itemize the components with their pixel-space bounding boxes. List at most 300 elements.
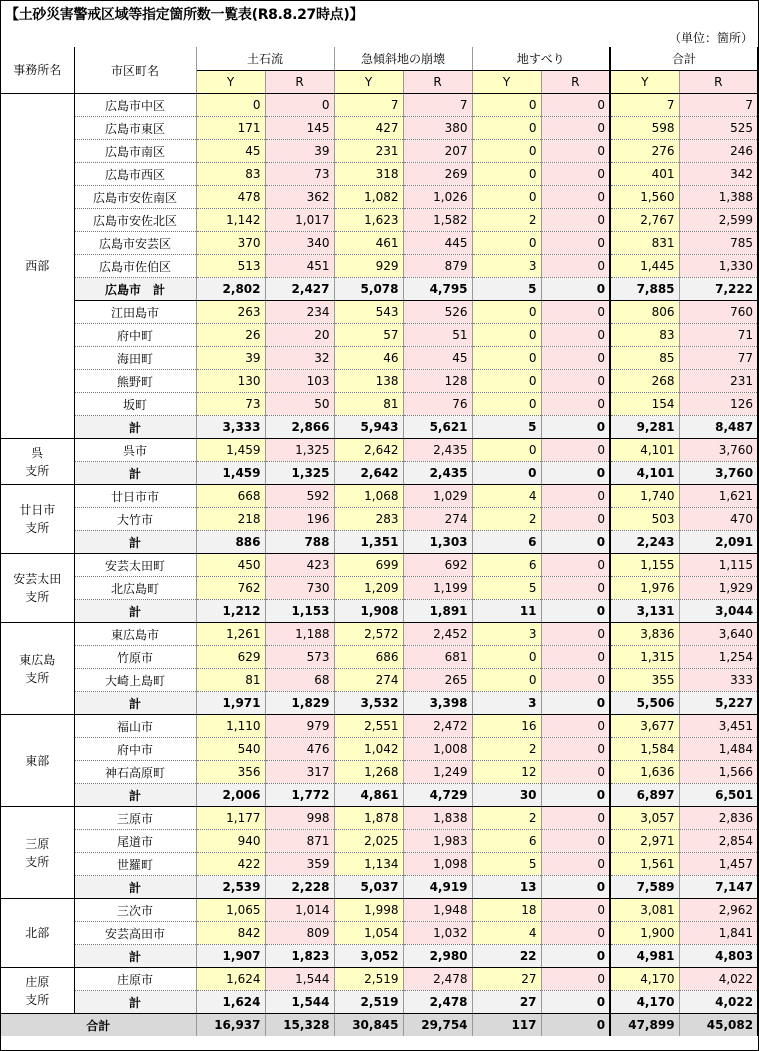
table-row (1, 439, 758, 462)
value-cell: 0 (541, 600, 610, 623)
value-cell: 0 (541, 416, 610, 439)
value-cell: 788 (265, 531, 334, 554)
value-cell: 573 (265, 646, 334, 669)
grand-total-row (1, 1014, 758, 1037)
table-row (1, 485, 758, 508)
table-row (1, 186, 758, 209)
subtotal-label: 計 (74, 784, 196, 807)
value-cell: 45 (196, 140, 265, 163)
city-name: 広島市南区 (74, 140, 196, 163)
value-cell: 2,642 (334, 462, 403, 485)
value-cell: 0 (541, 94, 610, 117)
value-cell: 1,351 (334, 531, 403, 554)
header-office: 事務所名 (1, 47, 74, 94)
value-cell: 4 (472, 922, 541, 945)
value-cell: 0 (541, 577, 610, 600)
value-cell: 380 (403, 117, 472, 140)
value-cell: 2,767 (610, 209, 679, 232)
value-cell: 355 (610, 669, 679, 692)
value-cell: 1,983 (403, 830, 472, 853)
value-cell: 0 (541, 531, 610, 554)
value-cell: 0 (196, 94, 265, 117)
value-cell: 3,044 (679, 600, 758, 623)
value-cell: 1,566 (679, 761, 758, 784)
office-name: 三原 支所 (1, 807, 74, 899)
value-cell: 476 (265, 738, 334, 761)
value-cell: 2,572 (334, 623, 403, 646)
header-y: Y (196, 71, 265, 94)
value-cell: 871 (265, 830, 334, 853)
grand-total-cell: 30,845 (334, 1014, 403, 1037)
value-cell: 540 (196, 738, 265, 761)
value-cell: 16 (472, 715, 541, 738)
subtotal-label: 計 (74, 416, 196, 439)
value-cell: 5,037 (334, 876, 403, 899)
city-name: 広島市中区 (74, 94, 196, 117)
value-cell: 0 (541, 945, 610, 968)
table-row (1, 324, 758, 347)
header-y: Y (610, 71, 679, 94)
grand-total-cell: 29,754 (403, 1014, 472, 1037)
value-cell: 3 (472, 623, 541, 646)
header-landslide: 地すべり (472, 47, 610, 71)
value-cell: 1,878 (334, 807, 403, 830)
city-name: 広島市安佐北区 (74, 209, 196, 232)
value-cell: 1,199 (403, 577, 472, 600)
subtotal-row (1, 531, 758, 554)
value-cell: 1,621 (679, 485, 758, 508)
office-name: 呉 支所 (1, 439, 74, 485)
value-cell: 422 (196, 853, 265, 876)
value-cell: 1,998 (334, 899, 403, 922)
value-cell: 3,532 (334, 692, 403, 715)
value-cell: 503 (610, 508, 679, 531)
value-cell: 4,022 (679, 968, 758, 991)
value-cell: 592 (265, 485, 334, 508)
value-cell: 2,962 (679, 899, 758, 922)
value-cell: 2,228 (265, 876, 334, 899)
subtotal-label: 計 (74, 945, 196, 968)
value-cell: 0 (541, 508, 610, 531)
city-name: 熊野町 (74, 370, 196, 393)
value-cell: 6 (472, 531, 541, 554)
value-cell: 3,398 (403, 692, 472, 715)
city-name: 福山市 (74, 715, 196, 738)
value-cell: 0 (541, 232, 610, 255)
value-cell: 3,333 (196, 416, 265, 439)
subtotal-label: 計 (74, 531, 196, 554)
city-name: 広島市東区 (74, 117, 196, 140)
table-row (1, 94, 758, 117)
value-cell: 0 (541, 324, 610, 347)
value-cell: 263 (196, 301, 265, 324)
value-cell: 0 (541, 669, 610, 692)
value-cell: 1,029 (403, 485, 472, 508)
city-name: 府中町 (74, 324, 196, 347)
value-cell: 1,624 (196, 968, 265, 991)
value-cell: 231 (334, 140, 403, 163)
table-row (1, 623, 758, 646)
value-cell: 4,795 (403, 278, 472, 301)
value-cell: 1,155 (610, 554, 679, 577)
value-cell: 1,115 (679, 554, 758, 577)
value-cell: 1,445 (610, 255, 679, 278)
office-name: 東部 (1, 715, 74, 807)
value-cell: 886 (196, 531, 265, 554)
value-cell: 7,147 (679, 876, 758, 899)
value-cell: 0 (541, 370, 610, 393)
value-cell: 1,068 (334, 485, 403, 508)
value-cell: 1,838 (403, 807, 472, 830)
city-name: 廿日市市 (74, 485, 196, 508)
value-cell: 1,908 (334, 600, 403, 623)
table-row (1, 117, 758, 140)
value-cell: 5,943 (334, 416, 403, 439)
value-cell: 0 (541, 784, 610, 807)
table-row (1, 255, 758, 278)
value-cell: 4,170 (610, 991, 679, 1014)
value-cell: 356 (196, 761, 265, 784)
value-cell: 0 (472, 370, 541, 393)
value-cell: 1,110 (196, 715, 265, 738)
value-cell: 85 (610, 347, 679, 370)
value-cell: 2,472 (403, 715, 472, 738)
value-cell: 0 (472, 646, 541, 669)
value-cell: 1,841 (679, 922, 758, 945)
value-cell: 13 (472, 876, 541, 899)
value-cell: 0 (472, 439, 541, 462)
value-cell: 3 (472, 692, 541, 715)
value-cell: 1,325 (265, 462, 334, 485)
subtotal-row (1, 692, 758, 715)
subtotal-row (1, 416, 758, 439)
value-cell: 342 (679, 163, 758, 186)
header-total: 合計 (610, 47, 758, 71)
value-cell: 2 (472, 807, 541, 830)
value-cell: 71 (679, 324, 758, 347)
designation-table (1, 47, 759, 1036)
value-cell: 7 (679, 94, 758, 117)
value-cell: 1,142 (196, 209, 265, 232)
value-cell: 0 (541, 991, 610, 1014)
value-cell: 0 (541, 462, 610, 485)
value-cell: 145 (265, 117, 334, 140)
value-cell: 5 (472, 416, 541, 439)
value-cell: 103 (265, 370, 334, 393)
subtotal-row (1, 278, 758, 301)
value-cell: 1,624 (196, 991, 265, 1014)
value-cell: 760 (679, 301, 758, 324)
table-row (1, 761, 758, 784)
header-row-groups (1, 47, 758, 71)
value-cell: 470 (679, 508, 758, 531)
value-cell: 45 (403, 347, 472, 370)
value-cell: 806 (610, 301, 679, 324)
value-cell: 842 (196, 922, 265, 945)
value-cell: 1,907 (196, 945, 265, 968)
value-cell: 1,560 (610, 186, 679, 209)
value-cell: 1,209 (334, 577, 403, 600)
table-row (1, 853, 758, 876)
value-cell: 2,802 (196, 278, 265, 301)
value-cell: 3,081 (610, 899, 679, 922)
value-cell: 207 (403, 140, 472, 163)
table-row (1, 646, 758, 669)
table-row (1, 830, 758, 853)
value-cell: 445 (403, 232, 472, 255)
value-cell: 0 (541, 853, 610, 876)
city-name: 安芸高田市 (74, 922, 196, 945)
value-cell: 0 (541, 623, 610, 646)
value-cell: 81 (334, 393, 403, 416)
value-cell: 1,008 (403, 738, 472, 761)
value-cell: 7,222 (679, 278, 758, 301)
value-cell: 81 (196, 669, 265, 692)
city-name: 広島市安芸区 (74, 232, 196, 255)
value-cell: 2,435 (403, 462, 472, 485)
value-cell: 1,829 (265, 692, 334, 715)
value-cell: 1,561 (610, 853, 679, 876)
value-cell: 1,929 (679, 577, 758, 600)
value-cell: 1,134 (334, 853, 403, 876)
value-cell: 1,582 (403, 209, 472, 232)
value-cell: 4,101 (610, 439, 679, 462)
header-steep-slope: 急傾斜地の崩壊 (334, 47, 472, 71)
value-cell: 0 (541, 761, 610, 784)
value-cell: 1,014 (265, 899, 334, 922)
value-cell: 2 (472, 738, 541, 761)
value-cell: 2,478 (403, 991, 472, 1014)
value-cell: 0 (472, 301, 541, 324)
subtotal-row (1, 945, 758, 968)
value-cell: 1,636 (610, 761, 679, 784)
value-cell: 317 (265, 761, 334, 784)
value-cell: 7,885 (610, 278, 679, 301)
value-cell: 1,303 (403, 531, 472, 554)
subtotal-label: 計 (74, 876, 196, 899)
table-row (1, 738, 758, 761)
value-cell: 4,981 (610, 945, 679, 968)
value-cell: 218 (196, 508, 265, 531)
value-cell: 1,017 (265, 209, 334, 232)
value-cell: 4,861 (334, 784, 403, 807)
value-cell: 785 (679, 232, 758, 255)
value-cell: 283 (334, 508, 403, 531)
value-cell: 1,042 (334, 738, 403, 761)
value-cell: 2,091 (679, 531, 758, 554)
value-cell: 4,729 (403, 784, 472, 807)
value-cell: 0 (472, 347, 541, 370)
grand-total-cell: 45,082 (679, 1014, 758, 1037)
table-row (1, 140, 758, 163)
value-cell: 0 (541, 140, 610, 163)
value-cell: 1,054 (334, 922, 403, 945)
value-cell: 12 (472, 761, 541, 784)
value-cell: 692 (403, 554, 472, 577)
value-cell: 2,642 (334, 439, 403, 462)
value-cell: 0 (472, 324, 541, 347)
city-name: 世羅町 (74, 853, 196, 876)
value-cell: 2,435 (403, 439, 472, 462)
sheet-title: 【土砂災害警戒区域等指定箇所数一覧表(R8.8.27時点)】 (5, 7, 364, 23)
value-cell: 0 (541, 186, 610, 209)
header-y: Y (472, 71, 541, 94)
value-cell: 362 (265, 186, 334, 209)
value-cell: 2,599 (679, 209, 758, 232)
value-cell: 4,022 (679, 991, 758, 1014)
value-cell: 2,452 (403, 623, 472, 646)
value-cell: 940 (196, 830, 265, 853)
value-cell: 0 (541, 255, 610, 278)
office-name: 東広島 支所 (1, 623, 74, 715)
city-name: 庄原市 (74, 968, 196, 991)
value-cell: 5,227 (679, 692, 758, 715)
city-name: 呉市 (74, 439, 196, 462)
value-cell: 3,131 (610, 600, 679, 623)
value-cell: 274 (403, 508, 472, 531)
value-cell: 4,101 (610, 462, 679, 485)
value-cell: 0 (472, 163, 541, 186)
value-cell: 0 (541, 899, 610, 922)
table-row (1, 347, 758, 370)
value-cell: 269 (403, 163, 472, 186)
value-cell: 32 (265, 347, 334, 370)
value-cell: 0 (472, 232, 541, 255)
value-cell: 0 (541, 209, 610, 232)
table-row (1, 370, 758, 393)
table-row (1, 669, 758, 692)
value-cell: 265 (403, 669, 472, 692)
value-cell: 73 (196, 393, 265, 416)
value-cell: 450 (196, 554, 265, 577)
value-cell: 3,760 (679, 439, 758, 462)
table-row (1, 232, 758, 255)
value-cell: 1,388 (679, 186, 758, 209)
city-name: 広島市西区 (74, 163, 196, 186)
value-cell: 333 (679, 669, 758, 692)
value-cell: 5,621 (403, 416, 472, 439)
value-cell: 3,640 (679, 623, 758, 646)
header-debris-flow: 土石流 (196, 47, 334, 71)
value-cell: 1,823 (265, 945, 334, 968)
table-body (1, 94, 758, 1037)
value-cell: 0 (541, 876, 610, 899)
value-cell: 0 (541, 738, 610, 761)
value-cell: 76 (403, 393, 472, 416)
value-cell: 525 (679, 117, 758, 140)
value-cell: 879 (403, 255, 472, 278)
value-cell: 1,948 (403, 899, 472, 922)
value-cell: 2 (472, 209, 541, 232)
value-cell: 1,098 (403, 853, 472, 876)
value-cell: 0 (472, 94, 541, 117)
city-name: 三原市 (74, 807, 196, 830)
value-cell: 0 (541, 646, 610, 669)
table-row (1, 968, 758, 991)
value-cell: 3,451 (679, 715, 758, 738)
value-cell: 1,459 (196, 439, 265, 462)
value-cell: 154 (610, 393, 679, 416)
subtotal-row (1, 462, 758, 485)
value-cell: 686 (334, 646, 403, 669)
subtotal-label: 計 (74, 600, 196, 623)
value-cell: 268 (610, 370, 679, 393)
value-cell: 5,078 (334, 278, 403, 301)
value-cell: 1,082 (334, 186, 403, 209)
value-cell: 138 (334, 370, 403, 393)
grand-total-cell: 16,937 (196, 1014, 265, 1037)
value-cell: 0 (541, 554, 610, 577)
value-cell: 461 (334, 232, 403, 255)
value-cell: 730 (265, 577, 334, 600)
value-cell: 39 (196, 347, 265, 370)
grand-total-cell: 47,899 (610, 1014, 679, 1037)
subtotal-label: 計 (74, 991, 196, 1014)
value-cell: 2,243 (610, 531, 679, 554)
value-cell: 1,330 (679, 255, 758, 278)
value-cell: 1,315 (610, 646, 679, 669)
value-cell: 0 (541, 117, 610, 140)
value-cell: 27 (472, 991, 541, 1014)
office-name: 庄原 支所 (1, 968, 74, 1014)
value-cell: 196 (265, 508, 334, 531)
value-cell: 0 (472, 117, 541, 140)
value-cell: 5 (472, 278, 541, 301)
value-cell: 2,836 (679, 807, 758, 830)
value-cell: 979 (265, 715, 334, 738)
value-cell: 1,976 (610, 577, 679, 600)
city-name: 神石高原町 (74, 761, 196, 784)
office-name: 廿日市 支所 (1, 485, 74, 554)
value-cell: 5,506 (610, 692, 679, 715)
city-name: 東広島市 (74, 623, 196, 646)
city-name: 海田町 (74, 347, 196, 370)
table-row (1, 922, 758, 945)
value-cell: 22 (472, 945, 541, 968)
value-cell: 274 (334, 669, 403, 692)
value-cell: 1,254 (679, 646, 758, 669)
value-cell: 1,268 (334, 761, 403, 784)
subtotal-label: 計 (74, 692, 196, 715)
grand-total-label: 合計 (1, 1014, 196, 1037)
value-cell: 26 (196, 324, 265, 347)
value-cell: 7 (334, 94, 403, 117)
value-cell: 83 (610, 324, 679, 347)
value-cell: 1,212 (196, 600, 265, 623)
table-row (1, 577, 758, 600)
header-r: R (265, 71, 334, 94)
city-name: 北広島町 (74, 577, 196, 600)
city-name: 広島市佐伯区 (74, 255, 196, 278)
value-cell: 2,971 (610, 830, 679, 853)
value-cell: 27 (472, 968, 541, 991)
value-cell: 30 (472, 784, 541, 807)
value-cell: 929 (334, 255, 403, 278)
value-cell: 5 (472, 577, 541, 600)
value-cell: 51 (403, 324, 472, 347)
value-cell: 2,025 (334, 830, 403, 853)
value-cell: 2,427 (265, 278, 334, 301)
subtotal-row (1, 784, 758, 807)
value-cell: 1,740 (610, 485, 679, 508)
value-cell: 681 (403, 646, 472, 669)
city-name: 江田島市 (74, 301, 196, 324)
value-cell: 0 (265, 94, 334, 117)
value-cell: 0 (541, 922, 610, 945)
value-cell: 1,484 (679, 738, 758, 761)
city-name: 大竹市 (74, 508, 196, 531)
value-cell: 3,052 (334, 945, 403, 968)
